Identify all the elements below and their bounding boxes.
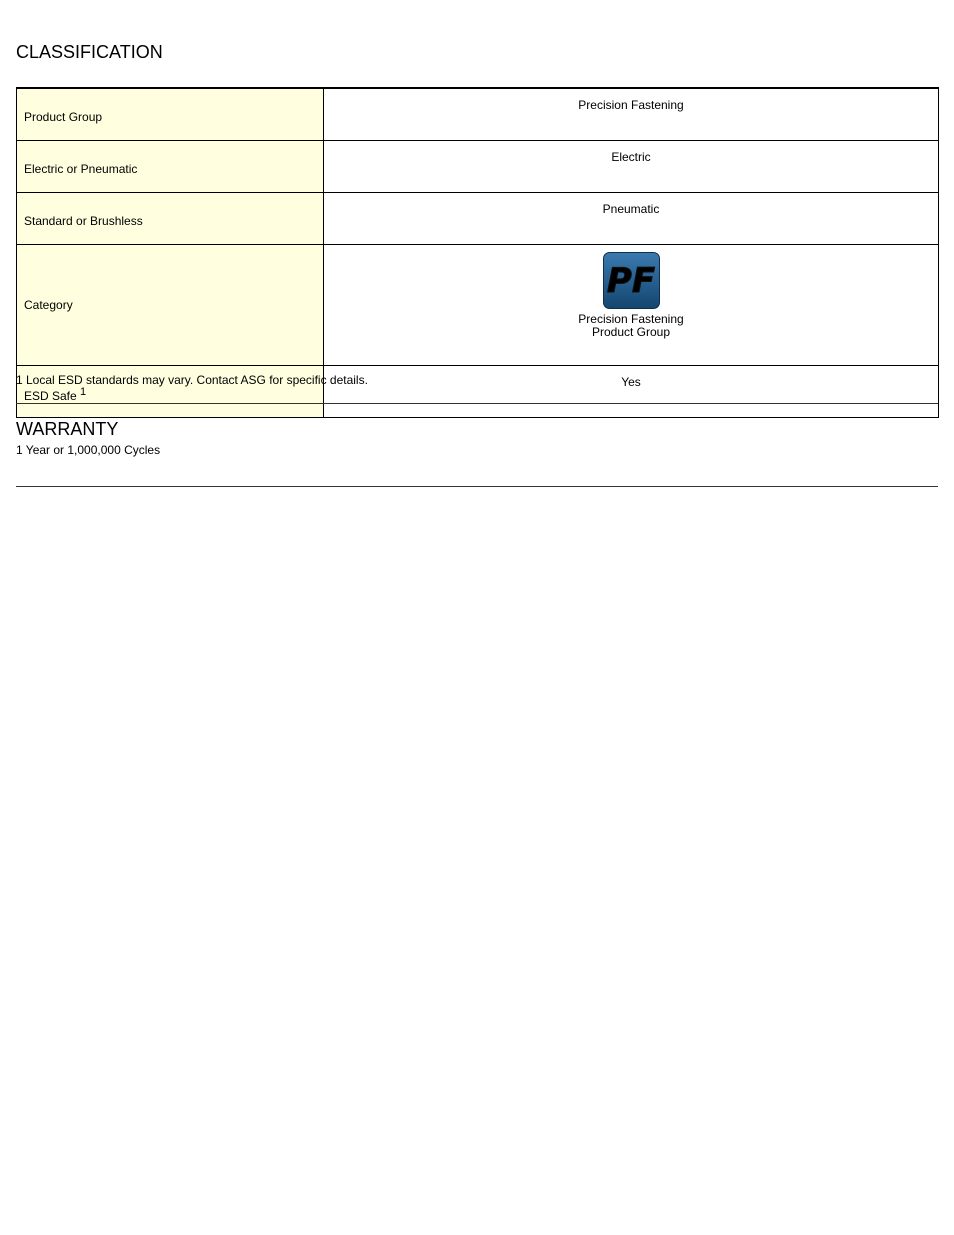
row-value-category	[324, 245, 939, 366]
pf-logo-icon	[603, 252, 660, 309]
esd-footnote: 1 Local ESD standards may vary. Contact ASG for specific details.	[16, 373, 368, 387]
row-label-product-group: Product Group	[17, 88, 324, 141]
category-caption	[324, 313, 938, 339]
warranty-heading: WARRANTY	[16, 419, 119, 439]
warranty-text: 1 Year or 1,000,000 Cycles	[16, 443, 161, 457]
table-row	[17, 88, 939, 141]
table-row	[17, 141, 939, 193]
divider	[16, 486, 938, 487]
table-row	[17, 245, 939, 366]
row-label-electric-or-pneumatic: Electric or Pneumatic	[17, 141, 324, 193]
classification-heading: CLASSIFICATION	[16, 42, 163, 62]
esd-safe-label: ESD Safe	[24, 389, 77, 403]
row-value-electric-or-pneumatic: Electric	[324, 141, 939, 193]
row-value-product-group: Precision Fastening	[324, 88, 939, 141]
classification-table	[16, 87, 939, 418]
row-value-standard-or-brushless: Pneumatic	[324, 193, 939, 245]
row-label-standard-or-brushless: Standard or Brushless	[17, 193, 324, 245]
footnote-marker: 1	[80, 386, 87, 398]
category-caption-line2: Product Group	[591, 325, 671, 339]
row-label-category: Category	[17, 245, 324, 366]
category-caption-line1: Precision Fastening	[578, 312, 684, 326]
table-row	[17, 193, 939, 245]
divider	[16, 403, 938, 404]
pf-logo-text: PF	[606, 261, 655, 301]
row-value-esd-safe: Yes	[324, 366, 939, 418]
